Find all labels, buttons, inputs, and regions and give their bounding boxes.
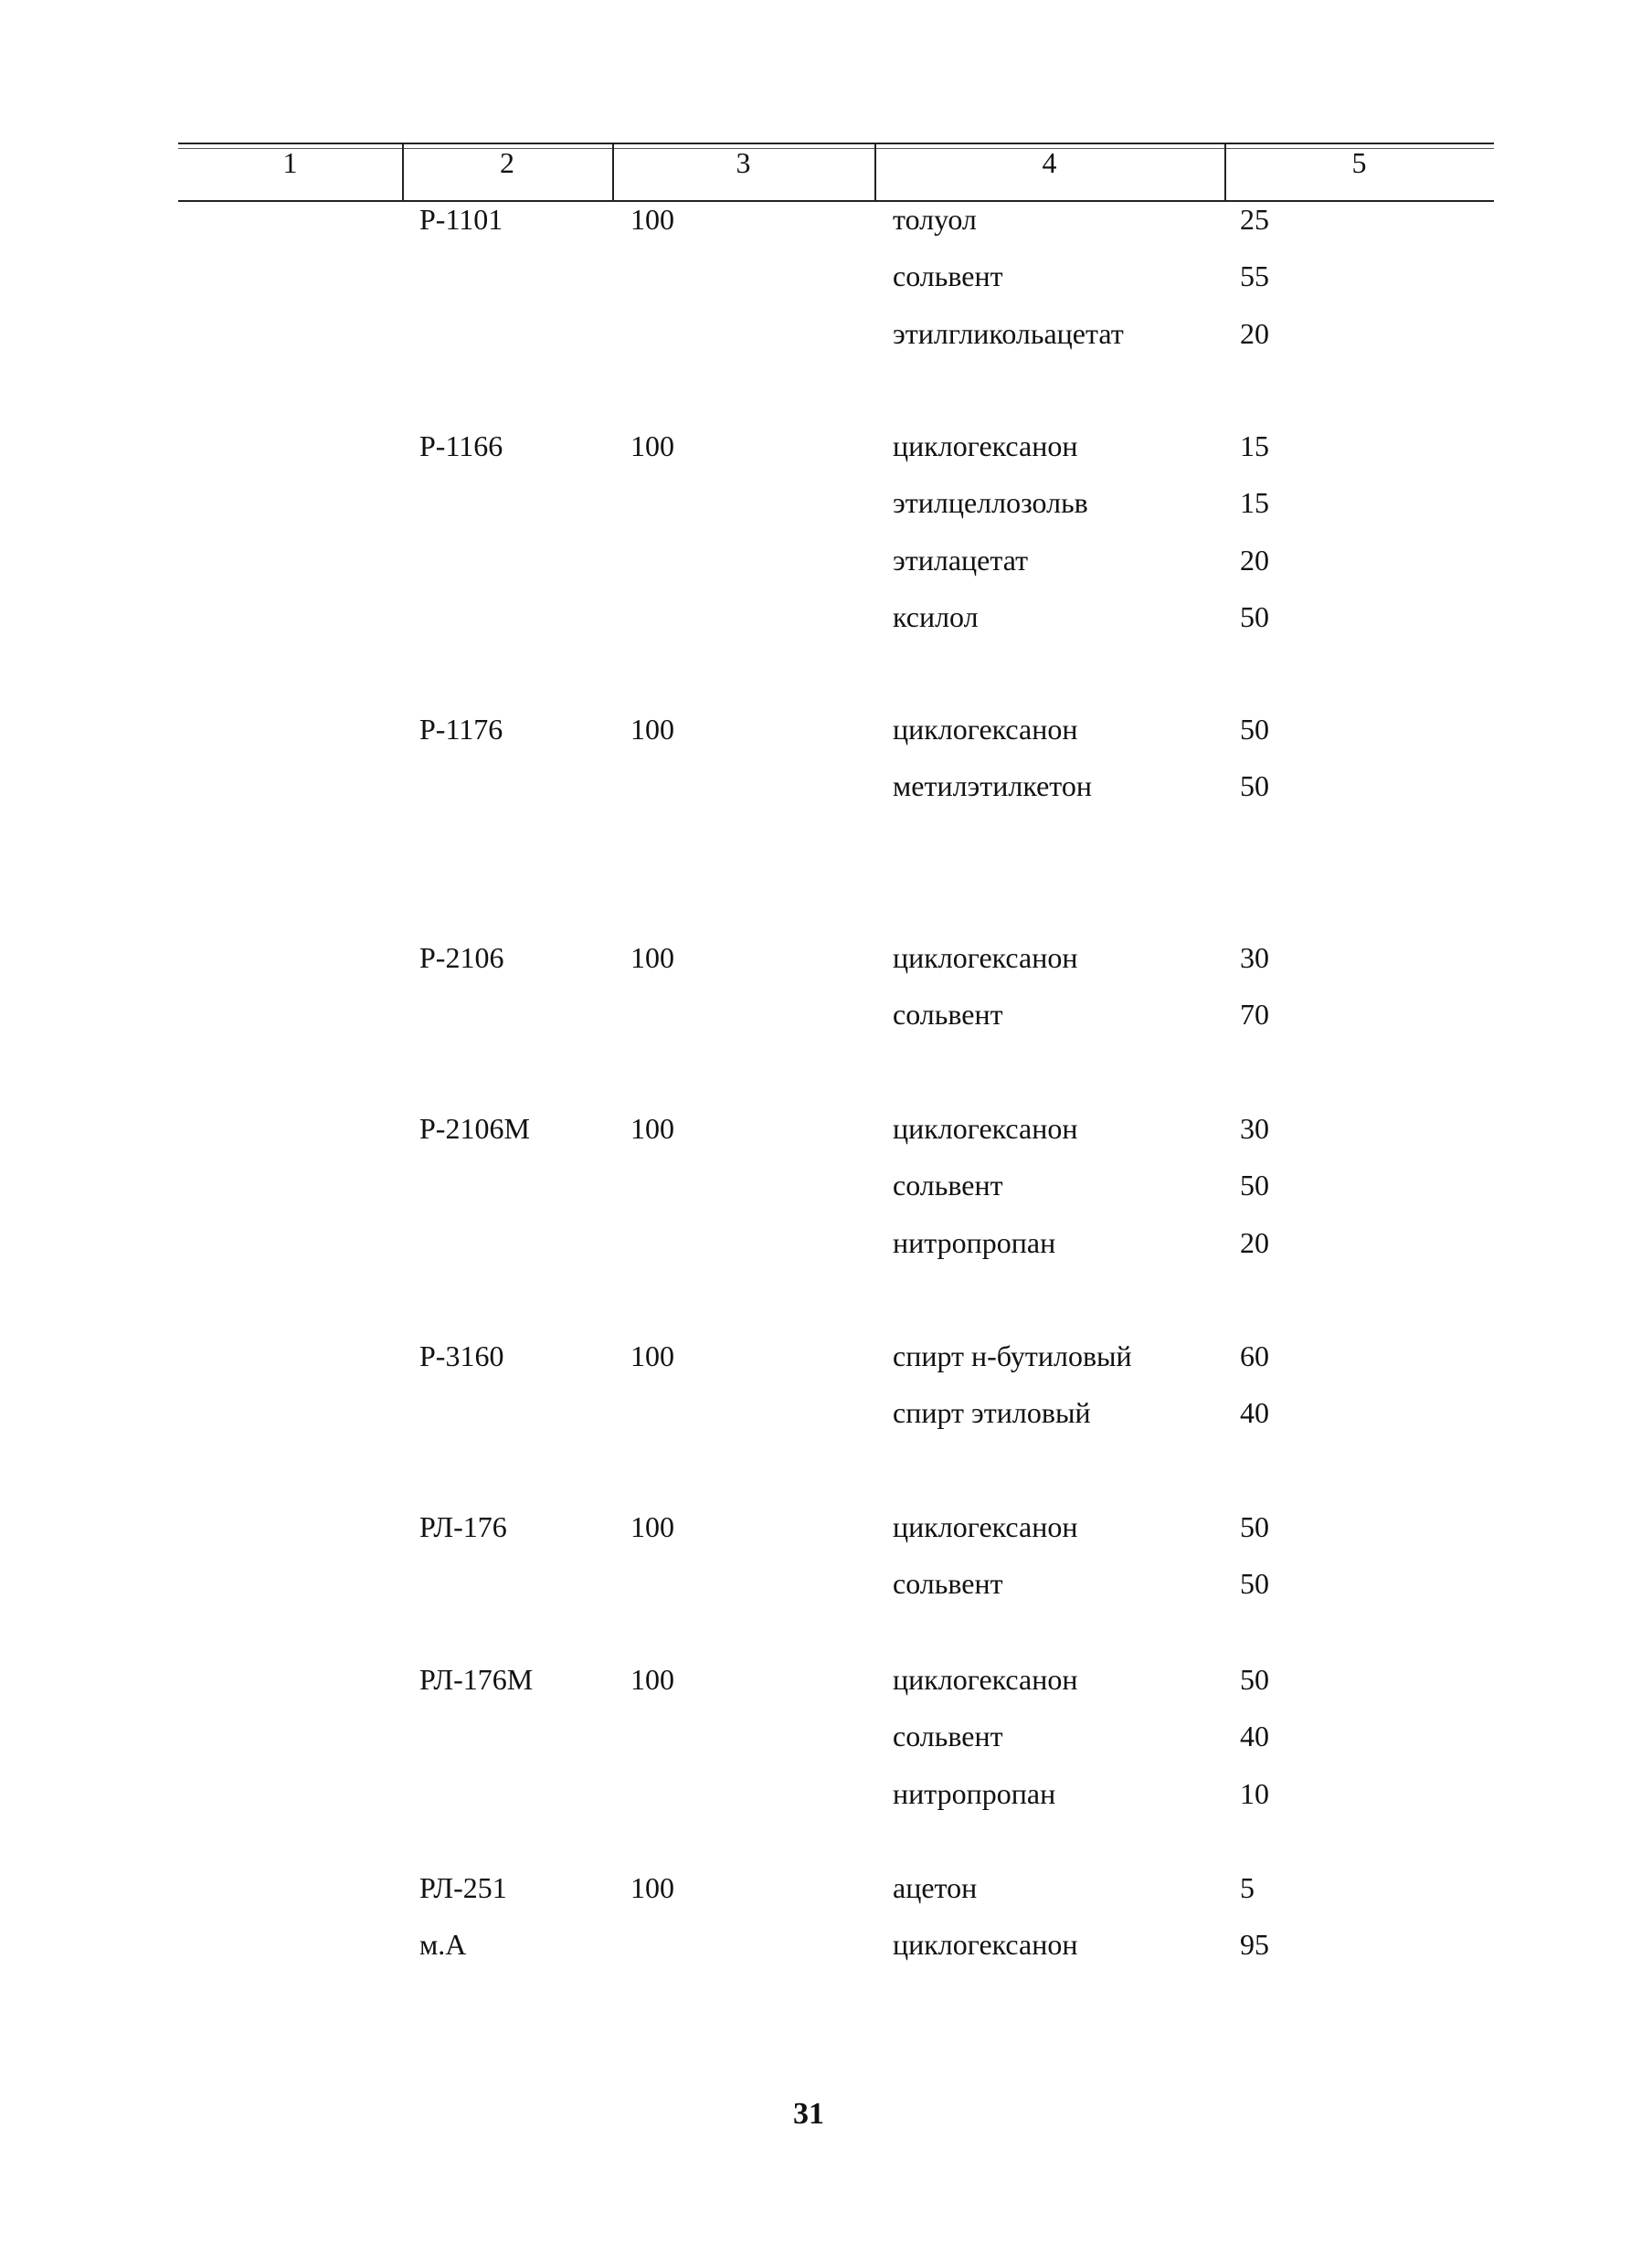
- component-share: 55: [1240, 259, 1269, 293]
- component-share: 50: [1240, 1663, 1269, 1696]
- component-name: циклогексанон: [893, 429, 1078, 462]
- solvent-name: РЛ-251: [419, 1871, 507, 1904]
- component-share: 10: [1240, 1776, 1269, 1810]
- component-name: циклогексанон: [893, 713, 1078, 746]
- component-name: сольвент: [893, 259, 1003, 293]
- solvent-name: Р-1101: [419, 203, 503, 236]
- solvent-name: Р-1176: [419, 713, 503, 746]
- column-header-5: 5: [1351, 146, 1367, 179]
- component-name: ксилол: [893, 599, 979, 633]
- component-name: циклогексанон: [893, 1663, 1078, 1696]
- component-share: 50: [1240, 1510, 1269, 1543]
- column-header-1: 1: [282, 146, 298, 179]
- component-share: 20: [1240, 316, 1269, 350]
- solvent-name: м.А: [419, 1928, 467, 1962]
- component-share: 50: [1240, 769, 1269, 803]
- component-share: 5: [1240, 1871, 1255, 1904]
- component-name: нитропропан: [893, 1225, 1056, 1259]
- component-name: спирт этиловый: [893, 1396, 1091, 1430]
- solvent-name: Р-2106М: [419, 1112, 530, 1145]
- solvent-name: РЛ-176: [419, 1510, 507, 1543]
- component-share: 95: [1240, 1928, 1269, 1962]
- component-name: толуол: [893, 203, 977, 236]
- table-header-bottom-rule: [178, 200, 1494, 202]
- solvent-name: Р-3160: [419, 1339, 504, 1372]
- component-share: 40: [1240, 1720, 1269, 1753]
- column-header-2: 2: [500, 146, 514, 179]
- component-share: 30: [1240, 941, 1269, 974]
- solvent-total: 100: [630, 429, 674, 462]
- component-name: этилцеллозольв: [893, 486, 1088, 520]
- solvent-total: 100: [630, 713, 674, 746]
- solvent-total: 100: [630, 941, 674, 974]
- component-share: 50: [1240, 1567, 1269, 1601]
- table-header-top-rule: [178, 143, 1494, 144]
- component-name: циклогексанон: [893, 1928, 1078, 1962]
- column-header-4: 4: [1042, 146, 1057, 179]
- component-share: 25: [1240, 203, 1269, 236]
- component-name: спирт н-бутиловый: [893, 1339, 1132, 1372]
- component-name: сольвент: [893, 998, 1003, 1032]
- component-share: 60: [1240, 1339, 1269, 1372]
- component-share: 40: [1240, 1396, 1269, 1430]
- component-name: сольвент: [893, 1720, 1003, 1753]
- solvent-total: 100: [630, 1663, 674, 1696]
- solvent-name: Р-2106: [419, 941, 504, 974]
- component-name: циклогексанон: [893, 1112, 1078, 1145]
- column-header-3: 3: [736, 146, 751, 179]
- component-name: этилгликольацетат: [893, 316, 1124, 350]
- solvent-total: 100: [630, 1339, 674, 1372]
- component-name: ацетон: [893, 1871, 978, 1904]
- component-share: 70: [1240, 998, 1269, 1032]
- component-name: сольвент: [893, 1169, 1003, 1202]
- component-share: 50: [1240, 713, 1269, 746]
- component-name: метилэтилкетон: [893, 769, 1092, 803]
- solvent-total: 100: [630, 1510, 674, 1543]
- solvent-total: 100: [630, 203, 674, 236]
- page-number: 31: [793, 2097, 824, 2131]
- component-share: 15: [1240, 429, 1269, 462]
- component-share: 50: [1240, 1169, 1269, 1202]
- solvent-name: Р-1166: [419, 429, 503, 462]
- solvent-name: РЛ-176М: [419, 1663, 534, 1696]
- solvent-total: 100: [630, 1112, 674, 1145]
- component-name: циклогексанон: [893, 941, 1078, 974]
- component-share: 15: [1240, 486, 1269, 520]
- component-name: сольвент: [893, 1567, 1003, 1601]
- component-share: 30: [1240, 1112, 1269, 1145]
- component-share: 20: [1240, 1225, 1269, 1259]
- component-share: 20: [1240, 543, 1269, 577]
- solvent-total: 100: [630, 1871, 674, 1904]
- component-name: этилацетат: [893, 543, 1029, 577]
- component-share: 50: [1240, 599, 1269, 633]
- component-name: нитропропан: [893, 1776, 1056, 1810]
- component-name: циклогексанон: [893, 1510, 1078, 1543]
